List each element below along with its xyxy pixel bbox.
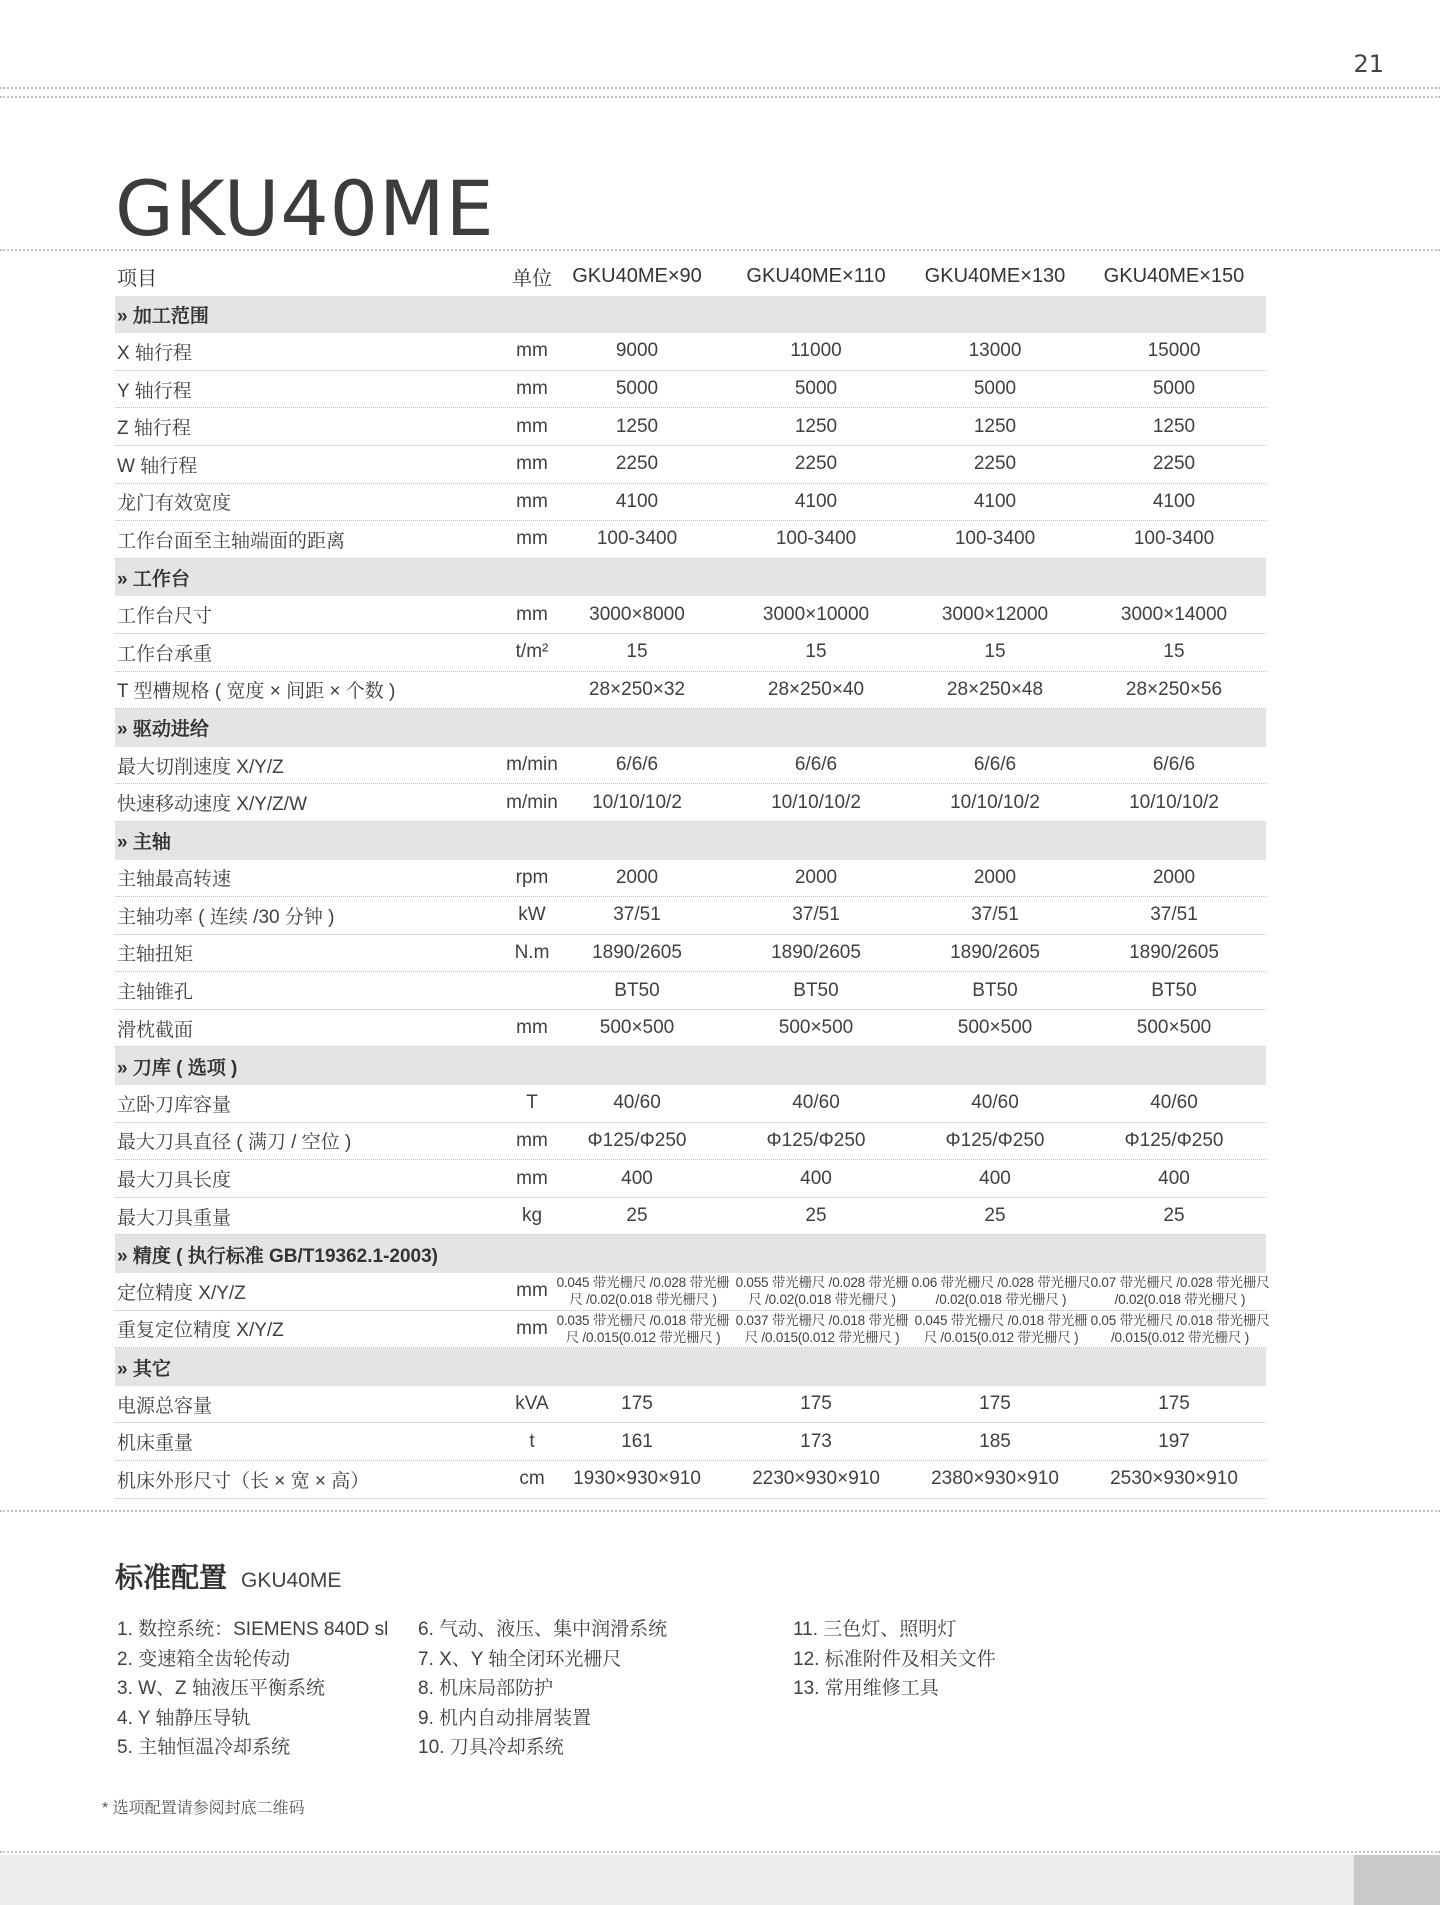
value-cell: 161 (621, 1430, 653, 1452)
value-cell: 0.055 带光栅尺 /0.028 带光栅尺 /0.02(0.018 带光栅尺 ) (735, 1275, 909, 1308)
value-cell: 2000 (973, 866, 1017, 888)
row-unit: t (529, 1430, 535, 1452)
row-unit: mm (516, 603, 548, 625)
value-cell: 3000×14000 (1120, 603, 1228, 625)
standard-config-title: 标准配置 (115, 1562, 228, 1593)
table-row (115, 1461, 1266, 1499)
section-title: » 刀库 ( 选项 ) (117, 1057, 238, 1079)
row-label: X 轴行程 (117, 342, 192, 364)
value-cell: 15 (626, 641, 648, 663)
row-label: 最大刀具重量 (117, 1207, 232, 1229)
value-cell: 500×500 (1136, 1017, 1212, 1039)
row-label: Z 轴行程 (117, 418, 191, 440)
standard-config-heading (115, 1556, 341, 1596)
section-header (115, 709, 1266, 747)
value-cell: 2380×930×910 (931, 1468, 1059, 1490)
table-row (115, 1160, 1266, 1198)
row-unit: m/min (506, 791, 558, 813)
value-cell: 40/60 (1150, 1092, 1198, 1114)
value-cell: 4100 (794, 490, 838, 512)
table-row (115, 1010, 1266, 1048)
value-cell: 10/10/10/2 (950, 791, 1040, 813)
value-cell: 5000 (615, 378, 659, 400)
row-unit: kW (518, 904, 546, 926)
table-bottom-dotted-rule (0, 1510, 1440, 1512)
value-cell: 6/6/6 (615, 754, 659, 776)
row-label: 主轴锥孔 (117, 982, 194, 1004)
table-row (115, 484, 1266, 522)
value-cell: 2000 (794, 866, 838, 888)
value-cell: 4100 (1152, 490, 1196, 512)
section-title: » 驱动进给 (117, 719, 209, 741)
row-label: 主轴功率 ( 连续 /30 分钟 ) (117, 906, 335, 928)
value-cell: 10/10/10/2 (771, 791, 861, 813)
value-cell: 0.045 带光栅尺 /0.028 带光栅尺 /0.02(0.018 带光栅尺 ) (556, 1275, 730, 1308)
value-cell: 5000 (794, 378, 838, 400)
standard-config-item: 2. 变速箱全齿轮传动 (117, 1648, 291, 1670)
value-cell: 25 (626, 1205, 648, 1227)
value-cell: 28×250×32 (588, 678, 686, 700)
value-cell: BT50 (972, 979, 1018, 1001)
row-label: T 型槽规格 ( 宽度 × 间距 × 个数 ) (117, 681, 396, 703)
standard-config-item: 8. 机床局部防护 (418, 1678, 554, 1699)
footer-band (0, 1855, 1354, 1905)
header-model-1: GKU40ME×90 (572, 265, 702, 288)
section-header (115, 296, 1266, 334)
table-row (115, 446, 1266, 484)
value-cell: 15 (1163, 641, 1185, 663)
row-label: 快速移动速度 X/Y/Z/W (117, 794, 308, 816)
row-label: 定位精度 X/Y/Z (117, 1282, 246, 1304)
standard-config-item: 3. W、Z 轴液压平衡系统 (117, 1678, 325, 1699)
value-cell: 40/60 (613, 1092, 661, 1114)
value-cell: 4100 (615, 490, 659, 512)
standard-config-item: 10. 刀具冷却系统 (418, 1737, 564, 1758)
value-cell: Φ125/Φ250 (587, 1129, 687, 1151)
value-cell: 2250 (973, 453, 1017, 475)
table-row (115, 1386, 1266, 1424)
value-cell: 1890/2605 (1129, 941, 1219, 963)
value-cell: 40/60 (792, 1092, 840, 1114)
footer-corner-block (1354, 1855, 1440, 1905)
value-cell: 37/51 (792, 904, 840, 926)
value-cell: 6/6/6 (1152, 754, 1196, 776)
value-cell: 1250 (794, 415, 838, 437)
page-title: GKU40ME (115, 164, 495, 253)
value-cell: 0.045 带光栅尺 /0.018 带光栅尺 /0.015(0.012 带光栅尺 ) (914, 1312, 1088, 1345)
value-cell: 10/10/10/2 (592, 791, 682, 813)
row-unit: m/min (506, 754, 558, 776)
section-header (115, 822, 1266, 860)
value-cell: 400 (621, 1167, 653, 1189)
standard-config-model: GKU40ME (241, 1569, 342, 1592)
standard-config-item: 11. 三色灯、照明灯 (793, 1619, 957, 1640)
row-unit: mm (516, 415, 548, 437)
value-cell: 15000 (1147, 340, 1201, 362)
row-label: 最大切削速度 X/Y/Z (117, 756, 284, 778)
section-header (115, 1235, 1266, 1273)
value-cell: 1890/2605 (771, 941, 861, 963)
value-cell: 10/10/10/2 (1129, 791, 1219, 813)
row-unit: cm (519, 1468, 545, 1490)
table-row (115, 672, 1266, 710)
value-cell: 185 (979, 1430, 1011, 1452)
table-header (115, 258, 1266, 296)
header-model-4: GKU40ME×150 (1103, 265, 1245, 288)
value-cell: 2230×930×910 (752, 1468, 880, 1490)
page-number: 21 (1353, 50, 1384, 78)
value-cell: 175 (1158, 1393, 1190, 1415)
standard-config-item: 6. 气动、液压、集中润滑系统 (418, 1619, 668, 1640)
value-cell: 100-3400 (954, 528, 1036, 550)
table-row (115, 1423, 1266, 1461)
value-cell: 37/51 (971, 904, 1019, 926)
row-unit: mm (516, 1280, 548, 1302)
value-cell: 0.07 带光栅尺 /0.028 带光栅尺 /0.02(0.018 带光栅尺 ) (1090, 1275, 1270, 1308)
value-cell: 2000 (615, 866, 659, 888)
section-title: » 精度 ( 执行标准 GB/T19362.1-2003) (117, 1245, 438, 1267)
row-unit: mm (516, 1167, 548, 1189)
row-unit: t/m² (515, 641, 549, 663)
value-cell: 2250 (794, 453, 838, 475)
table-row (115, 1123, 1266, 1161)
value-cell: 0.035 带光栅尺 /0.018 带光栅尺 /0.015(0.012 带光栅尺 ) (556, 1312, 730, 1345)
row-label: 滑枕截面 (117, 1019, 194, 1041)
header-item: 项目 (117, 268, 157, 291)
table-row (115, 860, 1266, 898)
value-cell: 37/51 (1150, 904, 1198, 926)
row-label: 龙门有效宽度 (117, 493, 232, 515)
value-cell: 6/6/6 (794, 754, 838, 776)
table-row (115, 1311, 1270, 1349)
table-row (115, 747, 1266, 785)
standard-config-item: 9. 机内自动排屑装置 (418, 1707, 592, 1729)
section-title: » 加工范围 (117, 305, 209, 327)
value-cell: 5000 (1152, 378, 1196, 400)
standard-config-column-1 (117, 1615, 388, 1763)
row-label: 立卧刀库容量 (117, 1094, 232, 1116)
value-cell: 100-3400 (1133, 528, 1215, 550)
table-row (115, 596, 1266, 634)
title-dotted-rule (0, 249, 1440, 251)
value-cell: 5000 (973, 378, 1017, 400)
value-cell: 13000 (968, 340, 1022, 362)
section-title: » 其它 (117, 1358, 171, 1380)
table-row (115, 897, 1266, 935)
value-cell: 28×250×56 (1125, 678, 1223, 700)
value-cell: 2250 (615, 453, 659, 475)
header-unit: 单位 (512, 268, 552, 291)
value-cell: 400 (979, 1167, 1011, 1189)
standard-config-item: 5. 主轴恒温冷却系统 (117, 1737, 291, 1758)
top-dotted-rule-2 (0, 96, 1440, 98)
table-row (115, 1273, 1270, 1311)
value-cell: 15 (805, 641, 827, 663)
value-cell: 9000 (615, 340, 659, 362)
row-label: 工作台尺寸 (117, 606, 213, 628)
standard-config-item: 4. Y 轴静压导轨 (117, 1707, 251, 1729)
value-cell: Φ125/Φ250 (1124, 1129, 1224, 1151)
table-row (115, 634, 1266, 672)
value-cell: 1250 (615, 415, 659, 437)
standard-config-column-3 (793, 1615, 996, 1704)
row-unit: rpm (515, 866, 549, 888)
footnote: * 选项配置请参阅封底二维码 (102, 1800, 305, 1817)
standard-config-item: 7. X、Y 轴全闭环光栅尺 (418, 1648, 622, 1670)
table-body (115, 296, 1270, 1499)
value-cell: 175 (979, 1393, 1011, 1415)
table-row (115, 784, 1266, 822)
value-cell: 1890/2605 (950, 941, 1040, 963)
table-row (115, 371, 1266, 409)
standard-config-column-2 (418, 1615, 667, 1763)
value-cell: BT50 (793, 979, 839, 1001)
row-label: 机床外形尺寸（长 × 宽 × 高） (117, 1470, 370, 1492)
row-unit: kVA (515, 1393, 549, 1415)
header-model-3: GKU40ME×130 (924, 265, 1066, 288)
row-unit: mm (516, 490, 548, 512)
value-cell: 28×250×48 (946, 678, 1044, 700)
section-title: » 主轴 (117, 832, 171, 854)
row-unit: N.m (514, 941, 550, 963)
section-header (115, 559, 1266, 597)
table-row (115, 935, 1266, 973)
row-label: 重复定位精度 X/Y/Z (117, 1320, 284, 1342)
section-header (115, 1047, 1266, 1085)
value-cell: 37/51 (613, 904, 661, 926)
value-cell: 0.06 带光栅尺 /0.028 带光栅尺 /0.02(0.018 带光栅尺 ) (911, 1275, 1091, 1308)
row-label: 工作台承重 (117, 643, 213, 665)
value-cell: 28×250×40 (767, 678, 865, 700)
footer-dotted-rule (0, 1851, 1440, 1853)
value-cell: 100-3400 (775, 528, 857, 550)
value-cell: 15 (984, 641, 1006, 663)
value-cell: 500×500 (778, 1017, 854, 1039)
value-cell: 1250 (973, 415, 1017, 437)
row-label: 最大刀具长度 (117, 1170, 232, 1192)
value-cell: 6/6/6 (973, 754, 1017, 776)
table-row (115, 521, 1266, 559)
table-row (115, 1085, 1266, 1123)
value-cell: 1930×930×910 (573, 1468, 701, 1490)
section-header (115, 1348, 1266, 1386)
spec-table (115, 258, 1270, 1499)
standard-config-item: 12. 标准附件及相关文件 (793, 1648, 996, 1670)
value-cell: Φ125/Φ250 (945, 1129, 1045, 1151)
row-label: 最大刀具直径 ( 满刀 / 空位 ) (117, 1132, 352, 1154)
table-row (115, 1198, 1266, 1236)
value-cell: 0.05 带光栅尺 /0.018 带光栅尺 /0.015(0.012 带光栅尺 ) (1090, 1312, 1270, 1345)
value-cell: 500×500 (599, 1017, 675, 1039)
standard-config-item: 1. 数控系统：SIEMENS 840D sl (117, 1619, 389, 1640)
row-label: 电源总容量 (117, 1395, 213, 1417)
row-label: Y 轴行程 (117, 380, 192, 402)
value-cell: 175 (800, 1393, 832, 1415)
value-cell: 25 (984, 1205, 1006, 1227)
value-cell: 25 (1163, 1205, 1185, 1227)
value-cell: BT50 (614, 979, 660, 1001)
value-cell: 3000×12000 (941, 603, 1049, 625)
value-cell: 4100 (973, 490, 1017, 512)
value-cell: 1890/2605 (592, 941, 682, 963)
header-model-2: GKU40ME×110 (746, 265, 886, 288)
row-unit: mm (516, 1317, 548, 1339)
value-cell: 400 (800, 1167, 832, 1189)
row-label: 主轴最高转速 (117, 869, 232, 891)
value-cell: Φ125/Φ250 (766, 1129, 866, 1151)
value-cell: BT50 (1151, 979, 1197, 1001)
row-unit: mm (516, 453, 548, 475)
value-cell: 400 (1158, 1167, 1190, 1189)
row-label: 主轴扭矩 (117, 944, 194, 966)
value-cell: 175 (621, 1393, 653, 1415)
standard-config-item: 13. 常用维修工具 (793, 1678, 939, 1699)
section-title: » 工作台 (117, 569, 190, 591)
table-row (115, 972, 1266, 1010)
value-cell: 3000×10000 (762, 603, 870, 625)
row-unit: mm (516, 340, 548, 362)
top-dotted-rule-1 (0, 87, 1440, 89)
table-row (115, 408, 1266, 446)
row-label: W 轴行程 (117, 455, 198, 477)
value-cell: 2250 (1152, 453, 1196, 475)
table-row (115, 333, 1266, 371)
row-unit: mm (516, 1129, 548, 1151)
value-cell: 11000 (790, 340, 842, 362)
row-unit: mm (516, 378, 548, 400)
row-label: 工作台面至主轴端面的距离 (117, 530, 346, 552)
value-cell: 0.037 带光栅尺 /0.018 带光栅尺 /0.015(0.012 带光栅尺 ) (735, 1312, 909, 1345)
value-cell: 40/60 (971, 1092, 1019, 1114)
row-unit: mm (516, 1017, 548, 1039)
value-cell: 2530×930×910 (1110, 1468, 1238, 1490)
row-unit: T (526, 1092, 538, 1114)
value-cell: 100-3400 (596, 528, 678, 550)
value-cell: 500×500 (957, 1017, 1033, 1039)
row-unit: kg (521, 1205, 543, 1227)
row-label: 机床重量 (117, 1433, 194, 1455)
value-cell: 3000×8000 (589, 603, 685, 625)
value-cell: 173 (800, 1430, 832, 1452)
row-unit: mm (516, 528, 548, 550)
value-cell: 25 (805, 1205, 827, 1227)
value-cell: 2000 (1152, 866, 1196, 888)
value-cell: 1250 (1152, 415, 1196, 437)
value-cell: 197 (1158, 1430, 1190, 1452)
